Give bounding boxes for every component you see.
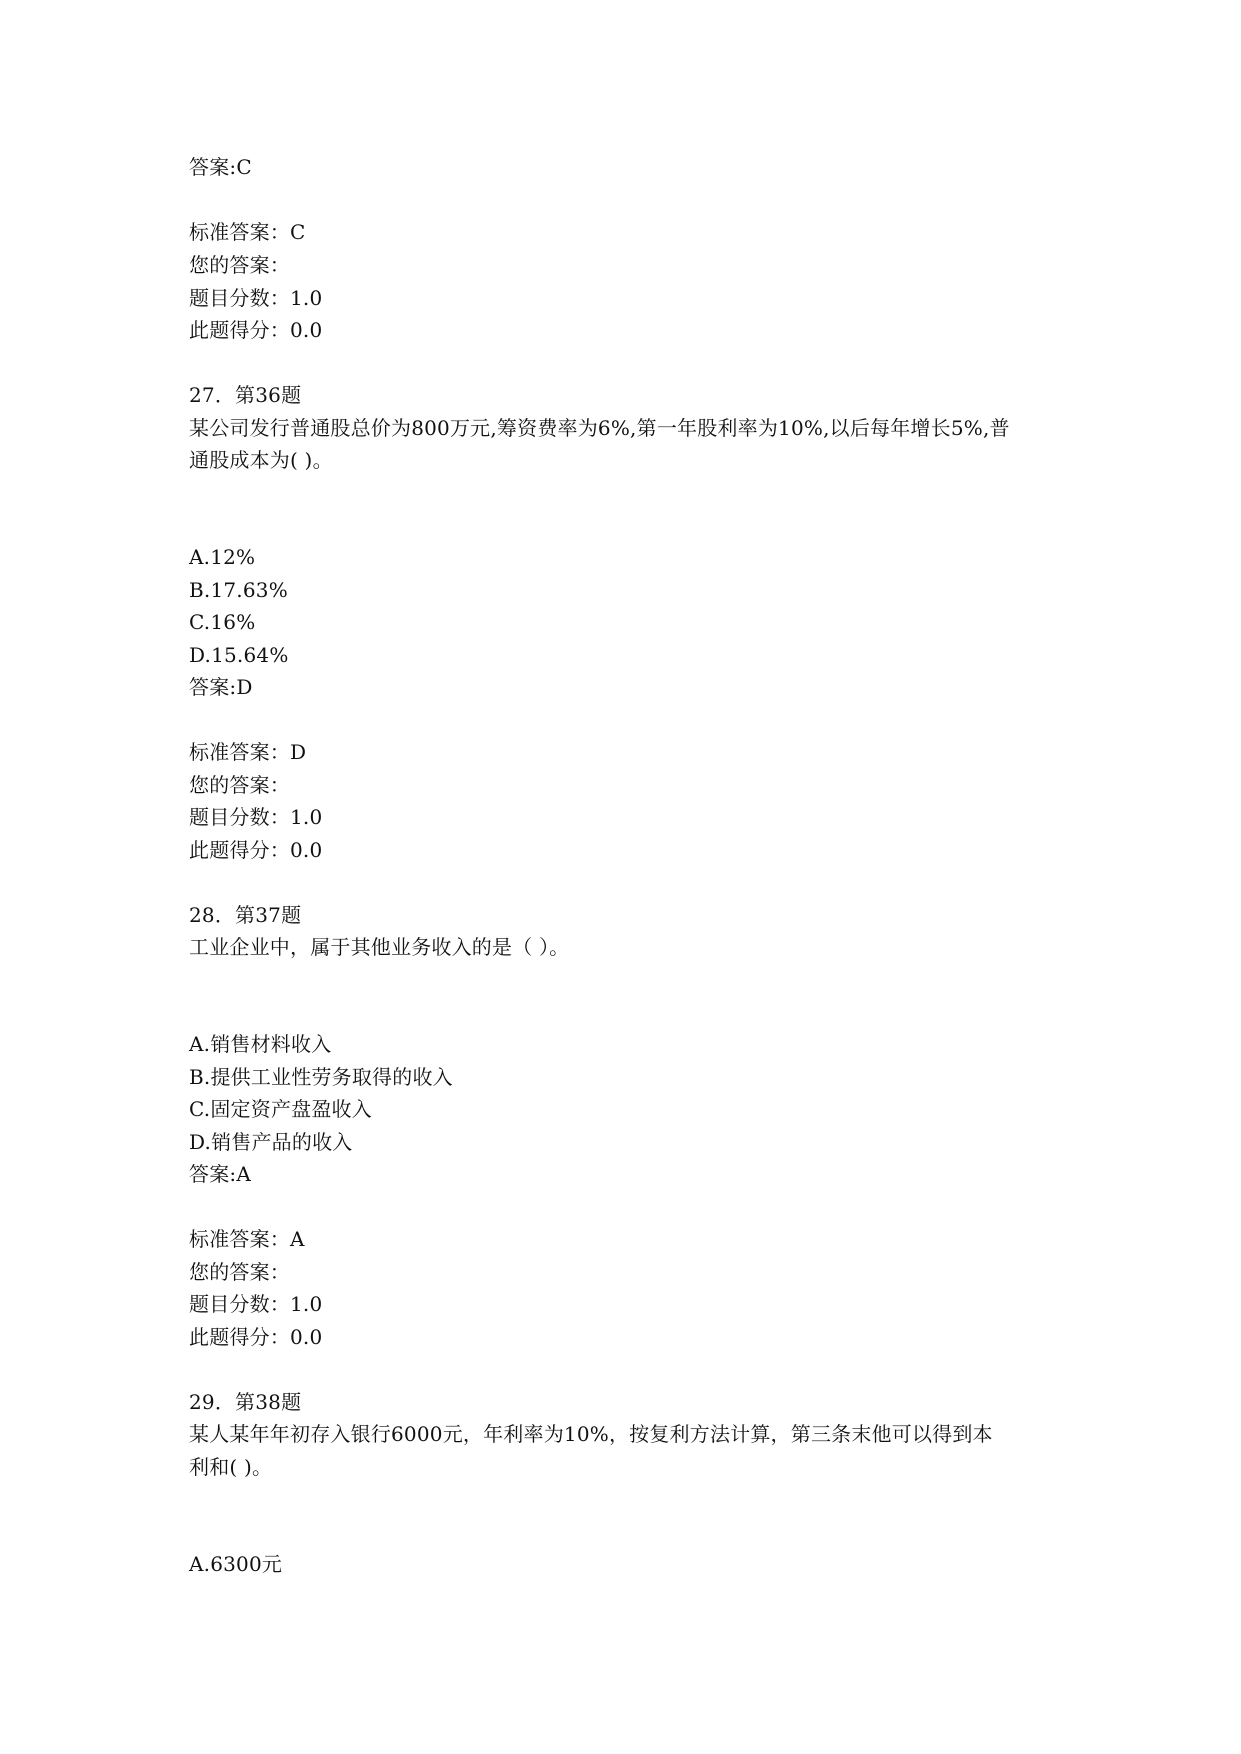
q27-option-d: D.15.64% xyxy=(189,643,289,667)
q27-standard-answer: 标准答案：D xyxy=(189,740,307,764)
prev-your-answer: 您的答案： xyxy=(189,253,290,277)
q29-text-line2: 利和( )。 xyxy=(189,1455,273,1479)
q28-earned-score: 此题得分：0.0 xyxy=(189,1325,323,1349)
q28-text-line1: 工业企业中，属于其他业务收入的是（ ）。 xyxy=(189,935,570,959)
prev-answer-line: 答案:C xyxy=(189,155,252,179)
prev-earned-score: 此题得分：0.0 xyxy=(189,318,323,342)
q27-header: 27．第36题 xyxy=(189,383,302,407)
q28-your-answer: 您的答案： xyxy=(189,1260,290,1284)
q27-text-line2: 通股成本为( )。 xyxy=(189,448,333,472)
q29-option-a: A.6300元 xyxy=(189,1552,283,1576)
q27-option-b: B.17.63% xyxy=(189,578,288,602)
q27-earned-score: 此题得分：0.0 xyxy=(189,838,323,862)
q28-option-c: C.固定资产盘盈收入 xyxy=(189,1097,372,1121)
q28-option-d: D.销售产品的收入 xyxy=(189,1130,353,1154)
q27-answer-line: 答案:D xyxy=(189,675,253,699)
q28-standard-answer: 标准答案：A xyxy=(189,1227,305,1251)
q27-option-a: A.12% xyxy=(189,545,256,569)
prev-standard-answer: 标准答案：C xyxy=(189,220,306,244)
q28-option-a: A.销售材料收入 xyxy=(189,1032,332,1056)
q27-option-c: C.16% xyxy=(189,610,256,634)
q28-option-b: B.提供工业性劳务取得的收入 xyxy=(189,1065,453,1089)
q27-text-line1: 某公司发行普通股总价为800万元,筹资费率为6%,第一年股利率为10%,以后每年增长5%,普 xyxy=(189,416,1010,440)
q28-answer-line: 答案:A xyxy=(189,1162,251,1186)
prev-question-score: 题目分数：1.0 xyxy=(189,286,323,310)
q28-header: 28．第37题 xyxy=(189,903,302,927)
q29-text-line1: 某人某年年初存入银行6000元，年利率为10%，按复利方法计算，第三条末他可以得到本 xyxy=(189,1422,993,1446)
q28-question-score: 题目分数：1.0 xyxy=(189,1292,323,1316)
q27-your-answer: 您的答案： xyxy=(189,773,290,797)
q27-question-score: 题目分数：1.0 xyxy=(189,805,323,829)
q29-header: 29．第38题 xyxy=(189,1390,302,1414)
